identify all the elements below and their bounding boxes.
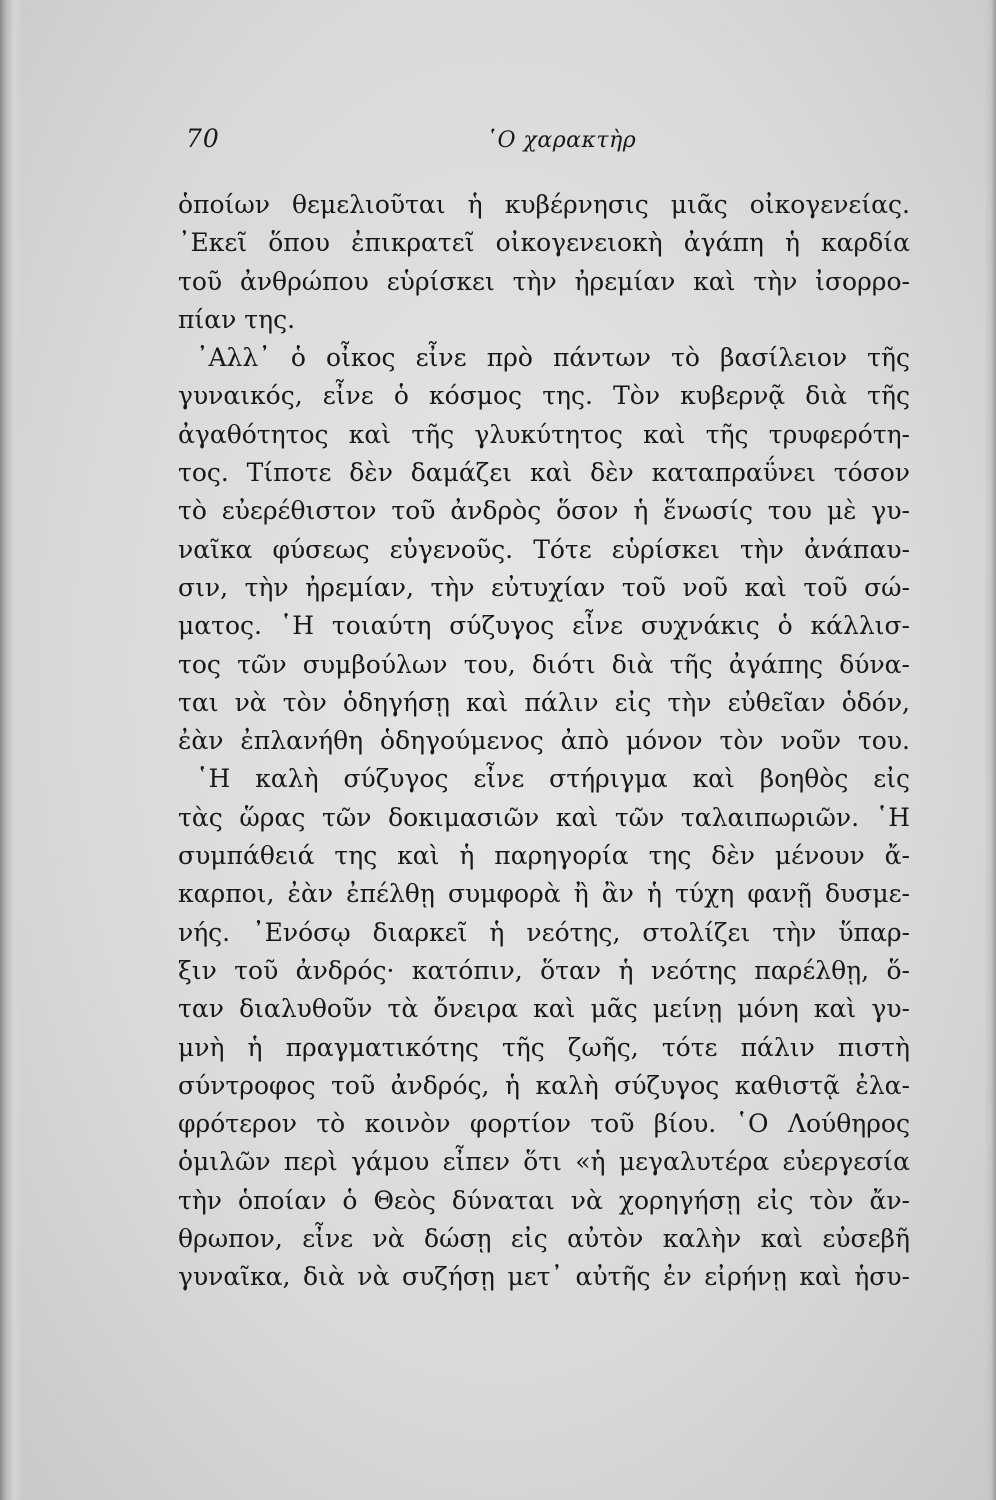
text-line: ᾿Εκεῖ ὅπου ἐπικρατεῖ οἰκογενειοκὴ ἀγάπη ἡ καρδία xyxy=(178,228,910,258)
text-line: ὁποίων θεμελιοῦται ἡ κυβέρνησις μιᾶς οἰκογενείας. xyxy=(178,190,910,219)
text-line: ὁμιλῶν περὶ γάμου εἶπεν ὅτι «ἡ μεγαλυτέρα εὐεργεσία xyxy=(178,1147,910,1177)
text-line: ἐὰν ἐπλανήθη ὁδηγούμενος ἀπὸ μόνον τὸν νοῦν του. xyxy=(178,726,910,756)
body-text xyxy=(178,186,910,1297)
text-line: ναῖκα φύσεως εὐγενοῦς. Τότε εὑρίσκει τὴν ἀνάπαυ- xyxy=(178,534,910,564)
text-line: τὴν ὁποίαν ὁ Θεὸς δύναται νὰ χορηγήσῃ εἰς τὸν ἄν- xyxy=(178,1185,910,1215)
text-line: ται νὰ τὸν ὁδηγήσῃ καὶ πάλιν εἰς τὴν εὐθεῖαν ὁδόν, xyxy=(178,687,910,717)
running-title: ῾Ο χαρακτὴρ xyxy=(486,128,637,153)
page-right-edge-shadow xyxy=(984,0,996,1500)
text-line: τος τῶν συμβούλων του, διότι διὰ τῆς ἀγάπης δύνα- xyxy=(178,649,910,679)
text-line: σιν, τὴν ἠρεμίαν, τὴν εὐτυχίαν τοῦ νοῦ καὶ τοῦ σώ- xyxy=(178,572,910,602)
text-line: σύντροφος τοῦ ἀνδρός, ἡ καλὴ σύζυγος καθιστᾷ ἐλα- xyxy=(178,1070,910,1100)
text-line: καρποι, ἐὰν ἐπέλθῃ συμφορὰ ἢ ἂν ἡ τύχη φανῇ δυσμε- xyxy=(178,879,910,909)
paragraph-start-line: ᾿Αλλ᾿ ὁ οἶκος εἶνε πρὸ πάντων τὸ βασίλειον τῆς xyxy=(196,343,910,373)
text-line: φρότερον τὸ κοινὸν φορτίον τοῦ βίου. ῾Ο Λούθηρος xyxy=(178,1109,910,1139)
text-line: πίαν της. xyxy=(178,304,296,334)
text-line: τοῦ ἀνθρώπου εὑρίσκει τὴν ἠρεμίαν καὶ τὴν ἰσορρο- xyxy=(178,266,910,296)
page-number: 70 xyxy=(186,124,220,153)
text-line: γυναικός, εἶνε ὁ κόσμος της. Τὸν κυβερνᾷ διὰ τῆς xyxy=(178,381,910,411)
text-line: τὰς ὥρας τῶν δοκιμασιῶν καὶ τῶν ταλαιπωριῶν. ῾Η xyxy=(178,802,910,832)
paragraph-start-line: ῾Η καλὴ σύζυγος εἶνε στήριγμα καὶ βοηθὸς εἰς xyxy=(196,764,910,794)
text-line: τὸ εὐερέθιστον τοῦ ἀνδρὸς ὅσον ἡ ἕνωσίς του μὲ γυ- xyxy=(178,496,910,526)
text-line: συμπάθειά της καὶ ἡ παρηγορία της δὲν μένουν ἄ- xyxy=(178,841,910,871)
text-line: γυναῖκα, διὰ νὰ συζήσῃ μετ᾿ αὐτῆς ἐν εἰρήνῃ καὶ ἡσυ- xyxy=(178,1262,910,1292)
text-line: ματος. ῾Η τοιαύτη σύζυγος εἶνε συχνάκις ὁ κάλλισ- xyxy=(178,611,910,641)
text-line: θρωπον, εἶνε νὰ δώσῃ εἰς αὐτὸν καλὴν καὶ εὐσεβῆ xyxy=(178,1224,910,1254)
page-header xyxy=(186,124,746,164)
text-line: ξιν τοῦ ἀνδρός· κατόπιν, ὅταν ἡ νεότης παρέλθῃ, ὅ- xyxy=(178,955,910,985)
text-line: τος. Τίποτε δὲν δαμάζει καὶ δὲν καταπραΰνει τόσον xyxy=(178,458,910,488)
text-line: ταν διαλυθοῦν τὰ ὄνειρα καὶ μᾶς μείνῃ μόνη καὶ γυ- xyxy=(178,994,910,1024)
text-line: ἀγαθότητος καὶ τῆς γλυκύτητος καὶ τῆς τρυφερότη- xyxy=(178,419,910,449)
page-left-edge-shadow xyxy=(0,0,22,1500)
text-line: νής. ᾿Ενόσῳ διαρκεῖ ἡ νεότης, στολίζει τὴν ὕπαρ- xyxy=(178,917,910,947)
text-line: μνὴ ἡ πραγματικότης τῆς ζωῆς, τότε πάλιν πιστὴ xyxy=(178,1032,910,1062)
